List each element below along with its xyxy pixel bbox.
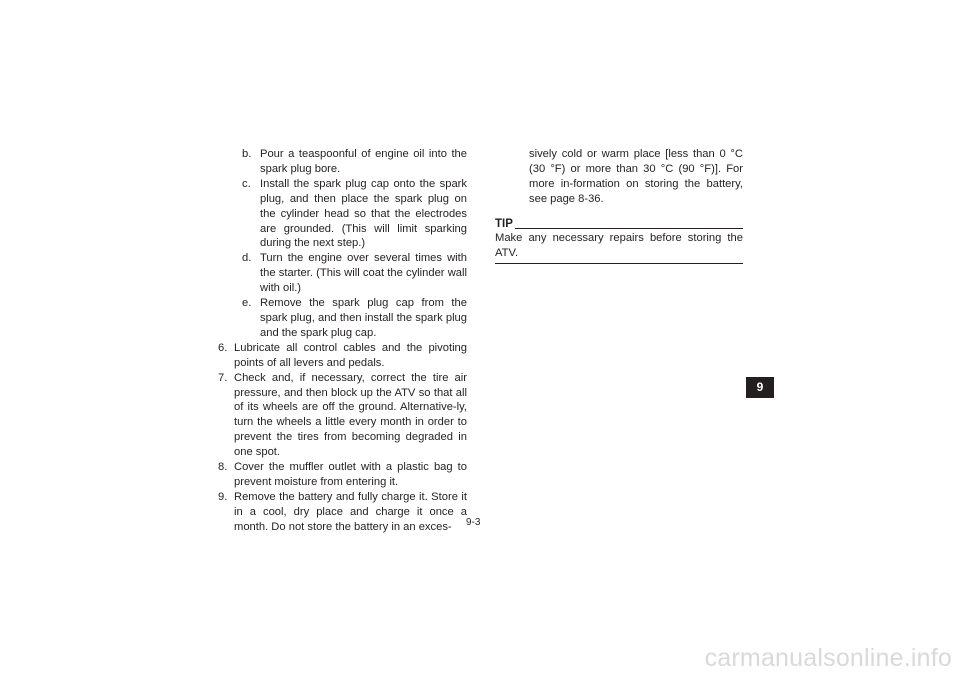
step-text: Lubricate all control cables and the pivoting points of all levers and pedals. [234,341,467,369]
tip-bottom-rule [495,263,743,264]
substep-b [218,147,467,177]
step-9-continuation: sively cold or warm place [less than 0 °C (30 °F) or more than 30 °C (90 °F)]. For more in-formation on storing the battery, see page 8-36. [529,148,743,205]
step-text: Cover the muffler outlet with a plastic bag to prevent moisture from entering it. [234,461,467,488]
step-marker: 8. [218,461,228,474]
step-marker: 7. [218,371,228,384]
substep-text: Install the spark plug cap onto the spark plug, and then place the spark plug on the cylinder head so that the electrodes are grounded. (This will limit sparking during the next step.) [260,177,467,250]
tip-text: Make any necessary repairs before storing the ATV. [495,231,743,259]
substep-e [218,296,467,341]
step-text: Remove the battery and fully charge it. Store it in a cool, dry place and charge it once a month. Do not store the battery in an exces- [234,490,467,533]
substep-d [218,251,467,296]
step-6 [218,341,467,371]
tip-top-rule [515,228,743,229]
substep-marker: b. [242,148,252,160]
step-9 [218,490,467,535]
step-marker: 6. [218,341,228,354]
right-column [495,147,743,264]
substep-text: Remove the spark plug cap from the spark plug, and then install the spark plug and the spark plug cap. [260,297,467,339]
page-number: 9-3 [466,517,481,528]
substep-marker: e. [242,297,252,310]
tip-label: TIP [495,217,513,230]
tip-header [495,217,743,231]
substep-marker: c. [242,177,251,190]
chapter-tab: 9 [746,377,774,398]
step-7 [218,371,467,460]
tip-box [495,217,743,265]
step-text: Check and, if necessary, correct the tire air pressure, and then block up the ATV so that all of its wheels are off the ground. Alternative-ly, turn the wheels a little every month in order to prevent the tires from becoming degraded in one spot. [234,371,467,459]
watermark-text: carmanualsonline.info [704,644,952,672]
step-marker: 9. [218,490,228,503]
substep-text: Turn the engine over several times with the starter. (This will coat the cylinder wall with oil.) [260,252,467,295]
substep-text: Pour a teaspoonful of engine oil into the spark plug bore. [260,148,467,175]
substep-c [218,177,467,252]
left-column [218,147,467,535]
substep-marker: d. [242,252,252,265]
step-8 [218,460,467,490]
